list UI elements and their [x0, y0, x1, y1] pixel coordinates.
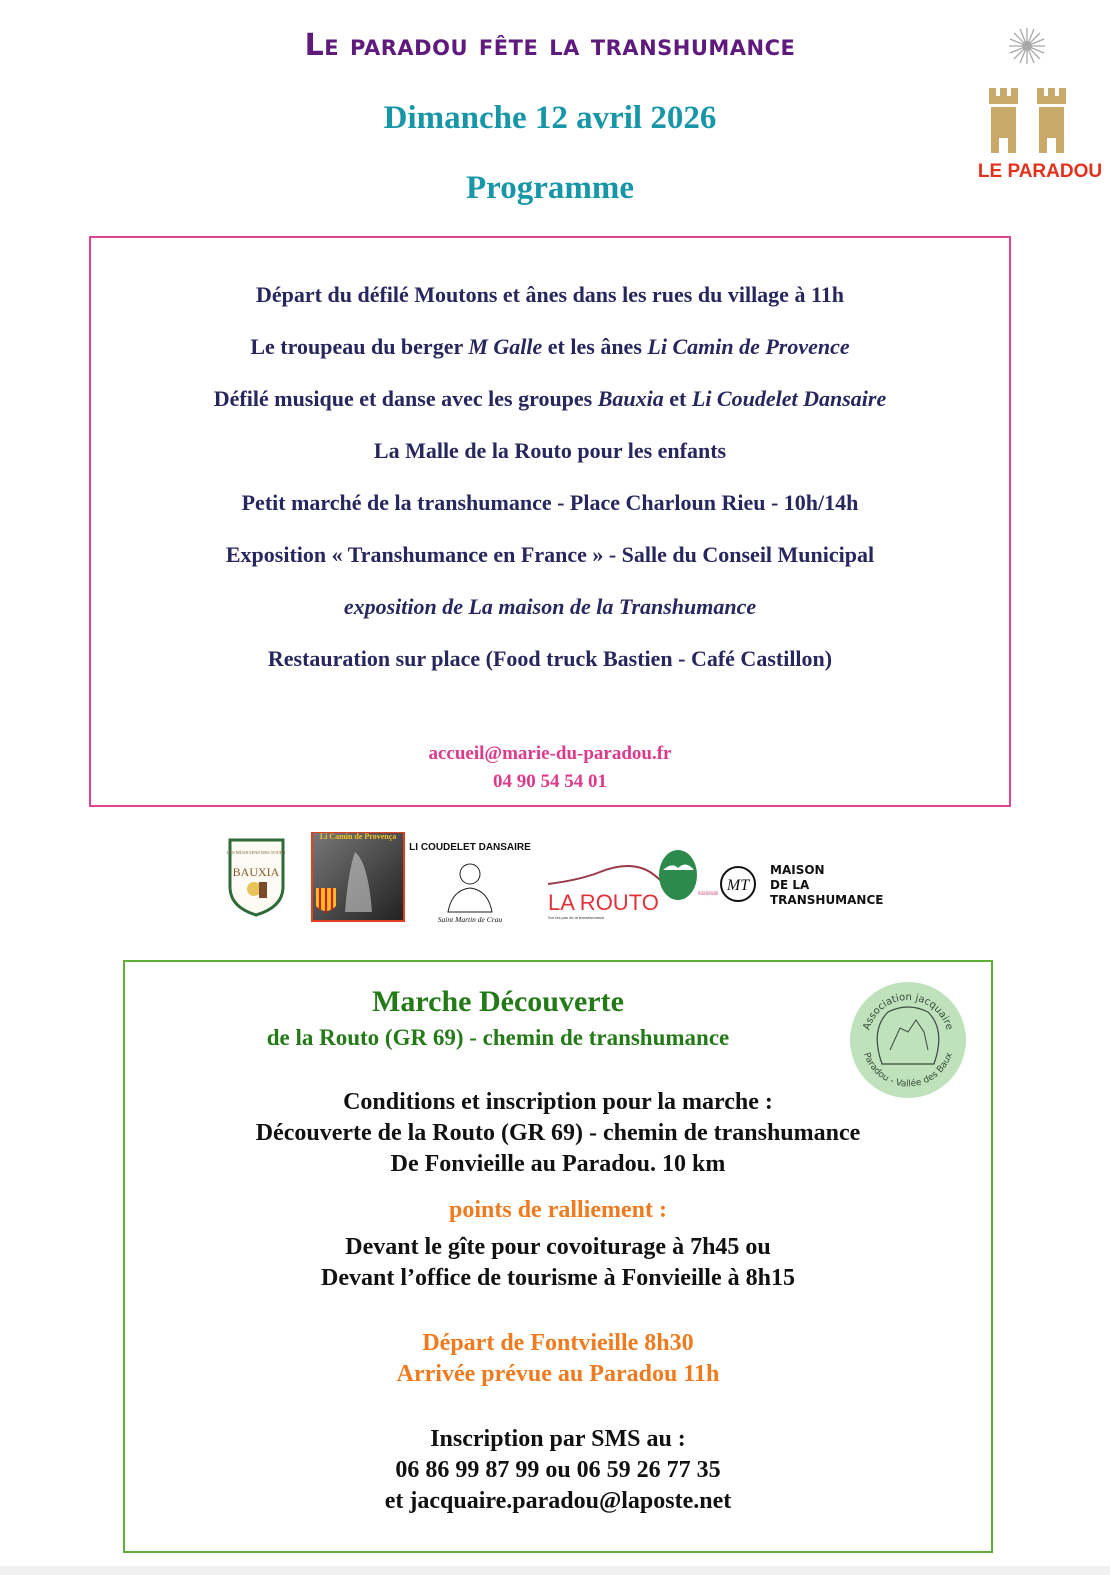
li-coudelet-logo	[409, 842, 531, 924]
svg-text:MT: MT	[726, 877, 750, 894]
programme-line-italic-part: Bauxia	[597, 386, 664, 411]
programme-line	[91, 646, 1009, 672]
bauxia-top-text: LES MUSICIENS DES TOURS	[226, 850, 286, 855]
li-camin-logo	[312, 832, 404, 921]
association-jacquaire-logo	[848, 980, 968, 1100]
maison-line-1: MAISON	[770, 863, 825, 877]
programme-line-part: et	[663, 386, 692, 411]
programme-line-part: Exposition « Transhumance en France » - Salle du Conseil Municipal	[225, 542, 875, 567]
programme-box	[89, 236, 1011, 807]
contact-email[interactable]: accueil@marie-du-paradou.fr	[428, 743, 672, 764]
maison-line-2: DE LA	[770, 878, 810, 892]
coudelet-sub-text: Saint Martin de Crau	[437, 915, 503, 924]
marche-subtitle: de la Routo (GR 69) - chemin de transhumance	[266, 1025, 730, 1050]
programme-line-part: et les ânes	[542, 334, 648, 359]
inscription-phones: 06 86 99 87 99 ou 06 59 26 77 35	[395, 1457, 721, 1483]
parc-alpilles-logo	[659, 850, 718, 900]
ralliement-label: points de ralliement :	[449, 1197, 667, 1223]
routo-text: LA ROUTO	[548, 890, 659, 915]
programme-line-part: Défilé musique et danse avec les groupes	[213, 386, 598, 411]
association-top-text: Association jacquaire	[861, 991, 955, 1032]
programme-line	[91, 490, 1009, 516]
programme-line	[91, 386, 1009, 412]
maison-transhumance-logo	[721, 863, 883, 907]
la-routo-logo	[548, 866, 660, 920]
partner-logos	[0, 832, 1110, 932]
programme-line	[91, 438, 1009, 464]
inscription-label: Inscription par SMS au :	[430, 1426, 686, 1452]
programme-line-italic-part: M Galle	[468, 334, 543, 359]
association-bottom-text: Paradou - Vallée des Baux	[861, 1051, 955, 1090]
bauxia-logo	[227, 840, 286, 915]
arrivee-line: Arrivée prévue au Paradou 11h	[396, 1361, 720, 1387]
programme-line-part: Départ du défilé Moutons et ânes dans les rues du village à 11h	[256, 282, 844, 307]
camin-text: Li Camin de Provença	[319, 832, 397, 841]
programme-heading: Programme	[466, 170, 634, 206]
ralliement-line-2: Devant l’office de tourisme à Fonvieille à 8h15	[321, 1265, 795, 1291]
conditions-line-3: De Fonvieille au Paradou. 10 km	[390, 1151, 726, 1177]
parc-text: Parc naturel régional des Alpilles	[698, 890, 719, 897]
le-paradou-logo	[975, 26, 1105, 186]
programme-line	[91, 334, 1009, 360]
programme-line	[91, 542, 1009, 568]
inscription-email[interactable]: et jacquaire.paradou@laposte.net	[384, 1488, 732, 1514]
routo-sub-text: Sur les pas de la transhumance	[548, 915, 605, 920]
event-date: Dimanche 12 avril 2026	[383, 100, 717, 136]
programme-line-part: Le troupeau du berger	[250, 334, 469, 359]
programme-line-part: Restauration sur place (Food truck Bastien - Café Castillon)	[267, 646, 833, 671]
marche-box	[123, 960, 993, 1553]
programme-line	[91, 282, 1009, 308]
conditions-line-1: Conditions et inscription pour la marche :	[343, 1089, 773, 1115]
programme-line-part: Petit marché de la transhumance - Place Charloun Rieu - 10h/14h	[241, 490, 859, 515]
contact-phone: 04 90 54 54 01	[493, 771, 607, 792]
programme-line	[91, 594, 1009, 620]
conditions-line-2: Découverte de la Routo (GR 69) - chemin de transhumance	[255, 1120, 861, 1146]
page-title: Le paradou fête la transhumance	[304, 28, 796, 63]
programme-line-italic-part: exposition de La maison de la Transhumance	[343, 594, 757, 619]
depart-line: Départ de Fontvieille 8h30	[422, 1330, 694, 1356]
ralliement-line-1: Devant le gîte pour covoiturage à 7h45 ou	[345, 1234, 771, 1260]
page-footer-bar	[0, 1566, 1110, 1575]
marche-title: Marche Découverte	[372, 985, 624, 1018]
bauxia-text: BAUXIA	[232, 865, 280, 879]
logo-text: LE PARADOU	[977, 161, 1103, 182]
paradou-towers-icon	[975, 26, 1105, 161]
maison-line-3: TRANSHUMANCE	[770, 893, 884, 907]
programme-line-italic-part: Li Camin de Provence	[647, 334, 850, 359]
programme-line-italic-part: Li Coudelet Dansaire	[691, 386, 887, 411]
programme-line-part: La Malle de la Routo pour les enfants	[373, 438, 727, 463]
coudelet-text: LI COUDELET DANSAIRE	[409, 842, 531, 853]
